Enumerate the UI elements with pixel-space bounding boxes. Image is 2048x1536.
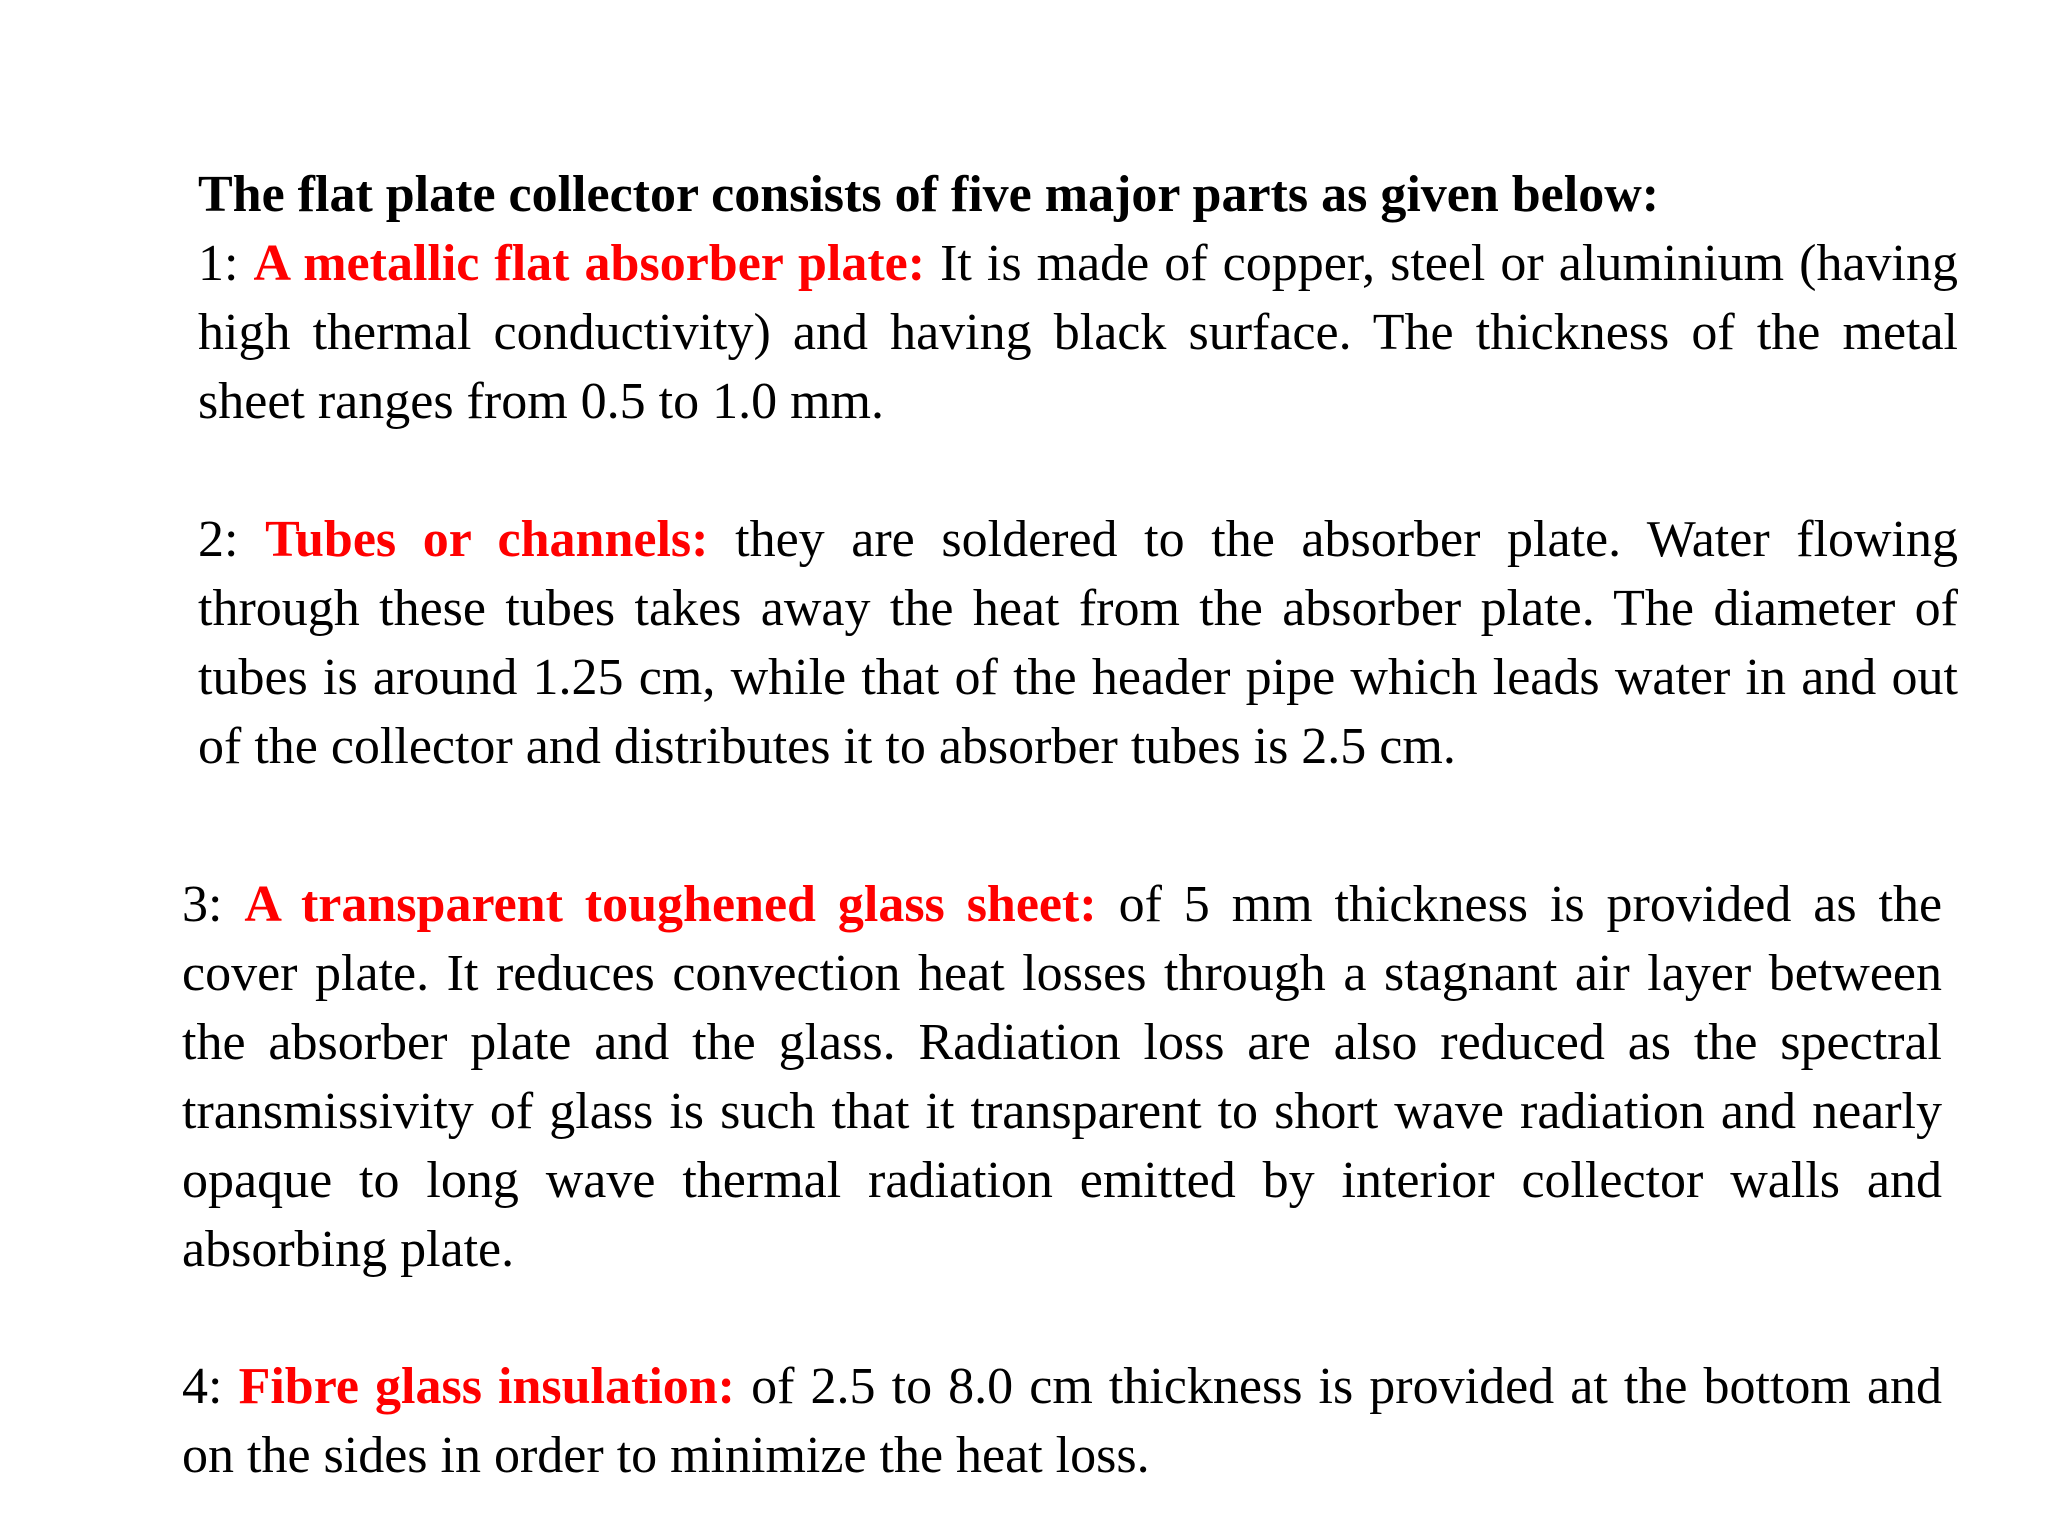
part-term: A transparent toughened glass sheet: xyxy=(244,876,1097,933)
part-term: A metallic flat absorber plate: xyxy=(253,235,926,292)
part-description: It is made of copper, steel or aluminium (having high thermal conductivity) and having black surface. The thickness of the metal sheet ranges from 0.5 to 1.0 mm. xyxy=(198,235,1958,430)
part-item-3 xyxy=(182,870,1942,1284)
part-item-1 xyxy=(198,229,1958,436)
part-number: 3: xyxy=(182,876,223,933)
part-item-4 xyxy=(182,1352,1942,1490)
part-term: Tubes or channels: xyxy=(265,511,709,568)
part-block-3 xyxy=(182,870,1942,1284)
part-term: Fibre glass insulation: xyxy=(238,1358,736,1415)
paragraph-spacer xyxy=(198,436,1958,505)
intro-block xyxy=(198,160,1958,781)
slide-heading: The flat plate collector consists of five major parts as given below: xyxy=(198,166,1660,223)
part-block-4 xyxy=(182,1352,1942,1490)
part-item-2 xyxy=(198,505,1958,781)
part-number: 2: xyxy=(198,511,239,568)
part-number: 4: xyxy=(182,1358,223,1415)
part-number: 1: xyxy=(198,235,239,292)
part-description: they are soldered to the absorber plate. Water flowing through these tubes takes away the heat from the absorber plate. The diameter of tubes is around 1.25 cm, while that of the header pipe which leads water in and out of the collector and distributes it to absorber tubes is 2.5 cm. xyxy=(198,511,1959,775)
part-description: of 2.5 to 8.0 cm thickness is provided at the bottom and on the sides in order to minimize the heat loss. xyxy=(182,1358,1943,1484)
part-description: of 5 mm thickness is provided as the cover plate. It reduces convection heat losses through a stagnant air layer between the absorber plate and the glass. Radiation loss are also reduced as the spectral transmissivity of glass is such that it transparent to short wave radiation and nearly opaque to long wave thermal radiation emitted by interior collector walls and absorbing plate. xyxy=(182,876,1943,1278)
